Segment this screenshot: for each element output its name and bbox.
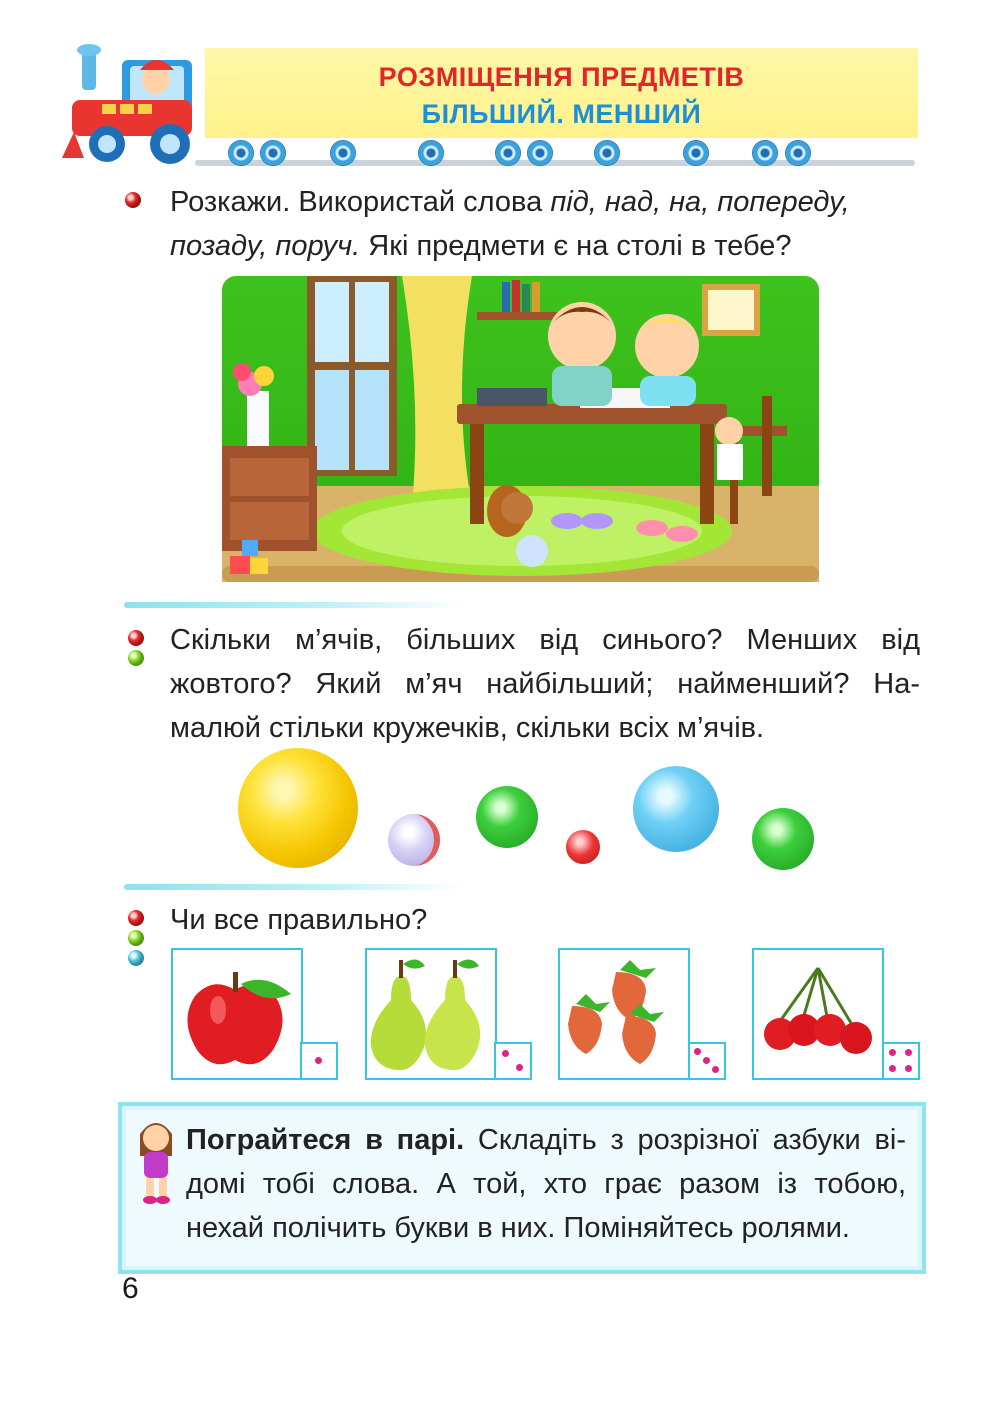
page-number: 6 — [122, 1272, 139, 1305]
fruit-card-pears — [365, 948, 497, 1080]
page-subtitle: БІЛЬШИЙ. МЕНШИЙ — [421, 99, 702, 129]
fruit-card-strawberries — [558, 948, 690, 1080]
wheel-icon — [495, 140, 521, 166]
wheel-icon — [752, 140, 778, 166]
lilac-ball-icon — [388, 814, 440, 866]
bullet-red-icon — [125, 192, 141, 208]
section-divider — [124, 602, 464, 608]
pair-game-text: Пограйтеся в парі. Складіть з розрізної азбуки ві-домі тобі слова. А той, хто грає разом із тобою, нехай полічить букви в них. Поміняйтесь ролями. — [186, 1124, 906, 1244]
dice-two-icon — [494, 1042, 532, 1080]
green-ball-icon — [752, 808, 814, 870]
task3-text: Чи все правильно? — [170, 904, 428, 936]
dice-four-icon — [882, 1042, 920, 1080]
task2-text: Скільки м’ячів, більших від синього? Менших від жовтого? Який м’яч найбільший; найменший? На-малюй стільки кружечків, скільки всіх м’ячів. — [170, 624, 920, 744]
wheel-icon — [594, 140, 620, 166]
pear-icon — [367, 950, 495, 1078]
children-room-illustration — [222, 276, 819, 582]
dice-one-icon — [300, 1042, 338, 1080]
wheel-icon — [527, 140, 553, 166]
bullet-green-icon — [128, 650, 144, 666]
wheel-icon — [785, 140, 811, 166]
page-title: РОЗМІЩЕННЯ ПРЕДМЕТІВ — [378, 62, 745, 92]
fruit-card-cherries — [752, 948, 884, 1080]
section-divider — [124, 884, 464, 890]
wheel-icon — [418, 140, 444, 166]
bullet-blue-icon — [128, 950, 144, 966]
bullet-green-icon — [128, 930, 144, 946]
wheel-icon — [330, 140, 356, 166]
wheel-icon — [228, 140, 254, 166]
task1-text: Розкажи. Використай слова під, над, на, попереду, позаду, поруч. Які предмети є на столі в тебе? — [170, 186, 850, 262]
green-ball-icon — [476, 786, 538, 848]
wheel-icon — [683, 140, 709, 166]
red-ball-icon — [566, 830, 600, 864]
blue-ball-icon — [633, 766, 719, 852]
strawberry-icon — [560, 950, 688, 1078]
apple-icon — [173, 950, 301, 1078]
yellow-ball-icon — [238, 748, 358, 868]
train-illustration — [62, 40, 212, 170]
fruit-card-apple — [171, 948, 303, 1080]
wheel-icon — [260, 140, 286, 166]
cherry-icon — [754, 950, 882, 1078]
dice-three-icon — [688, 1042, 726, 1080]
girl-icon — [132, 1116, 180, 1206]
bullet-red-icon — [128, 910, 144, 926]
bullet-red-icon — [128, 630, 144, 646]
